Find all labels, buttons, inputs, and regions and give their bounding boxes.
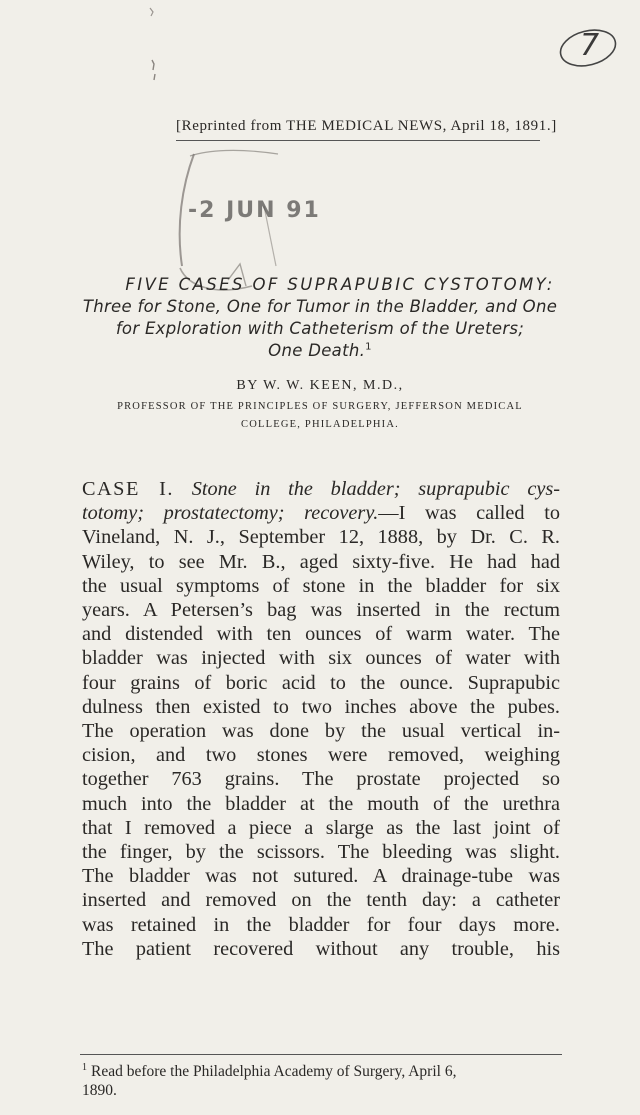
case-heading-continued: totomy; prostatectomy; recovery. (82, 502, 379, 525)
article-title-line-4-text: One Death. (268, 341, 366, 360)
body-line: much into the bladder at the mouth of the urethra (82, 792, 560, 815)
body-line: bladder was injected with six ounces of water with (82, 647, 560, 670)
body-line: was retained in the bladder for four days more. (82, 913, 560, 936)
body-line: dulness then existed to two inches above the pubes. (82, 695, 560, 718)
header-rule (176, 140, 540, 141)
body-line: the finger, by the scissors. The bleeding was slight. (82, 841, 560, 864)
body-line: inserted and removed on the tenth day: a catheter (82, 889, 560, 912)
handwritten-folio-number (556, 26, 620, 68)
article-title-line-4 (0, 341, 640, 360)
author-affiliation-line-1: PROFESSOR OF THE PRINCIPLES OF SURGERY, JEFFERSON MEDICAL (117, 401, 523, 412)
body-line (82, 477, 560, 501)
footnote-text-line-1: Read before the Philadelphia Academy of Surgery, April 6, (91, 1063, 457, 1081)
author-affiliation-line-2: COLLEGE, PHILADELPHIA. (241, 419, 399, 430)
body-text-span: —I was called to (378, 502, 560, 525)
footnote (82, 1058, 560, 1100)
body-line: The bladder was not sutured. A drainage-tube was (82, 865, 560, 888)
article-title-line-2: Three for Stone, One for Tumor in the Bladder, and One (82, 297, 558, 316)
body-line: four grains of boric acid to the ounce. Suprapubic (82, 671, 560, 694)
body-line: The patient recovered without any trouble, his (82, 937, 560, 960)
body-line: cision, and two stones were removed, weighing (82, 744, 560, 767)
body-line: The operation was done by the usual vertical in- (82, 720, 560, 743)
footnote-rule (80, 1054, 562, 1055)
author-byline: BY W. W. KEEN, M.D., (236, 378, 404, 393)
article-body (82, 477, 560, 961)
body-line: and distended with ten ounces of warm water. The (82, 623, 560, 646)
stray-ink-mark (146, 0, 164, 110)
body-line: Vineland, N. J., September 12, 1888, by Dr. C. R. (82, 526, 560, 549)
footnote-number: 1 (82, 1062, 87, 1073)
body-line (82, 501, 560, 525)
body-line: together 763 grains. The prostate projected so (82, 768, 560, 791)
reprint-notice: [Reprinted from THE MEDICAL NEWS, April 18, 1891.] (176, 118, 557, 134)
body-line: Wiley, to see Mr. B., aged sixty-five. He had had (82, 550, 560, 573)
body-line: that I removed a piece a slarge as the last joint of (82, 816, 560, 839)
folio-digit: 7 (580, 28, 600, 63)
stamp-date: -2 JUN 91 (188, 198, 321, 223)
footnote-reference: 1 (365, 341, 372, 353)
article-title-line-1: FIVE CASES OF SUPRAPUBIC CYSTOTOMY: (125, 275, 555, 294)
case-label: CASE I. (82, 478, 174, 500)
case-heading: Stone in the bladder; suprapubic cys- (191, 478, 560, 500)
article-title-line-3: for Exploration with Catheterism of the Ureters; (115, 319, 525, 338)
body-line: the usual symptoms of stone in the bladder for six (82, 574, 560, 597)
body-line: years. A Petersen’s bag was inserted in the rectum (82, 599, 560, 622)
footnote-text-line-2: 1890. (82, 1082, 117, 1100)
